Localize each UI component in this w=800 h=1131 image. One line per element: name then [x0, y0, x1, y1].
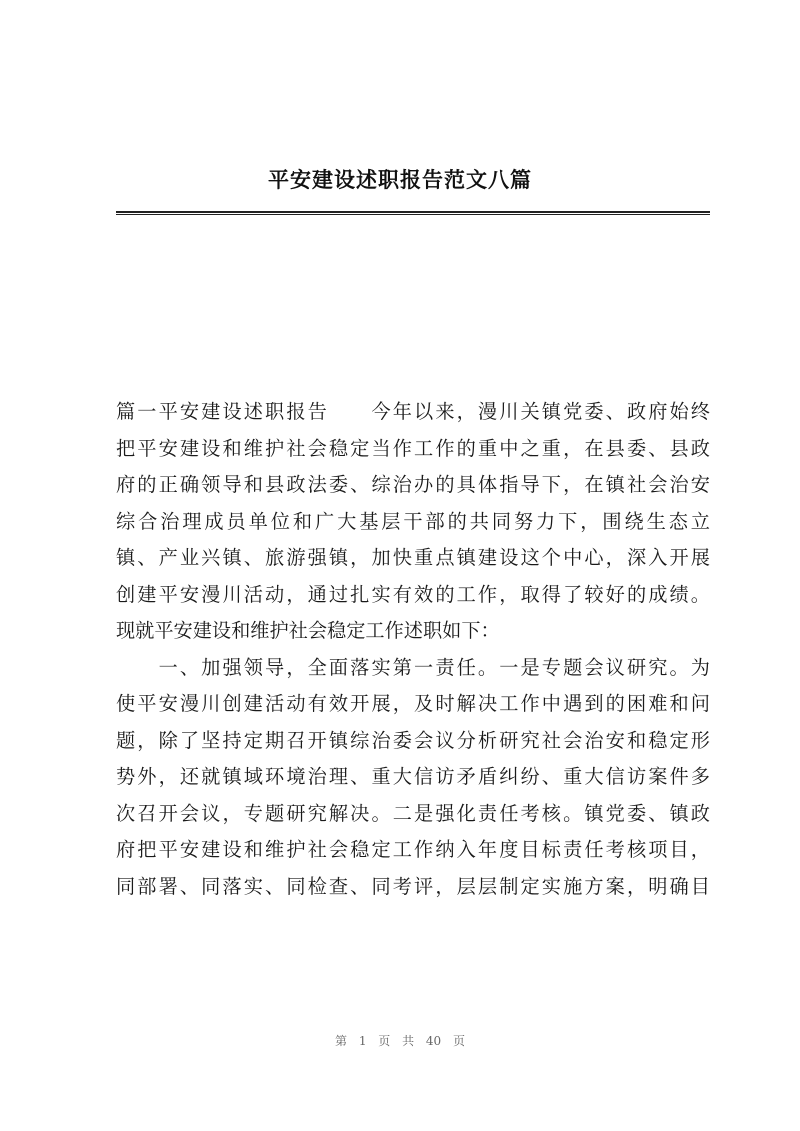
- body-line: 篇一平安建设述职报告 今年以来，漫川关镇党委、政府始终: [116, 400, 710, 423]
- body-line: 府把平安建设和维护社会稳定工作纳入年度目标责任考核项目，: [116, 838, 710, 861]
- body-line: 一、加强领导，全面落实第一责任。一是专题会议研究。为: [116, 655, 710, 679]
- document-body: [116, 394, 710, 905]
- body-line: 把平安建设和维护社会稳定当作工作的重中之重，在县委、县政: [116, 436, 710, 460]
- body-line: 势外，还就镇域环境治理、重大信访矛盾纠纷、重大信访案件多: [116, 765, 710, 788]
- body-line: 次召开会议，专题研究解决。二是强化责任考核。镇党委、镇政: [116, 801, 710, 825]
- body-line: 综合治理成员单位和广大基层干部的共同努力下，围绕生态立: [116, 509, 710, 533]
- body-line: 现就平安建设和维护社会稳定工作述职如下：: [116, 619, 500, 642]
- page-number-footer: 第 1 页 共 40 页: [335, 1034, 465, 1048]
- body-line: 府的正确领导和县政法委、综治办的具体指导下，在镇社会治安: [116, 473, 710, 496]
- document-title: 平安建设述职报告范文八篇: [268, 167, 532, 192]
- body-line: 创建平安漫川活动，通过扎实有效的工作，取得了较好的成绩。: [116, 582, 710, 606]
- body-line: 使平安漫川创建活动有效开展，及时解决工作中遇到的困难和问: [116, 692, 710, 715]
- title-rule: [116, 211, 710, 213]
- body-line: 同部署、同落实、同检查、同考评，层层制定实施方案，明确目: [116, 874, 710, 898]
- body-line: 题，除了坚持定期召开镇综治委会议分析研究社会治安和稳定形: [116, 728, 710, 752]
- body-line: 镇、产业兴镇、旅游强镇，加快重点镇建设这个中心，深入开展: [116, 546, 710, 569]
- title-rule-thin: [116, 214, 710, 215]
